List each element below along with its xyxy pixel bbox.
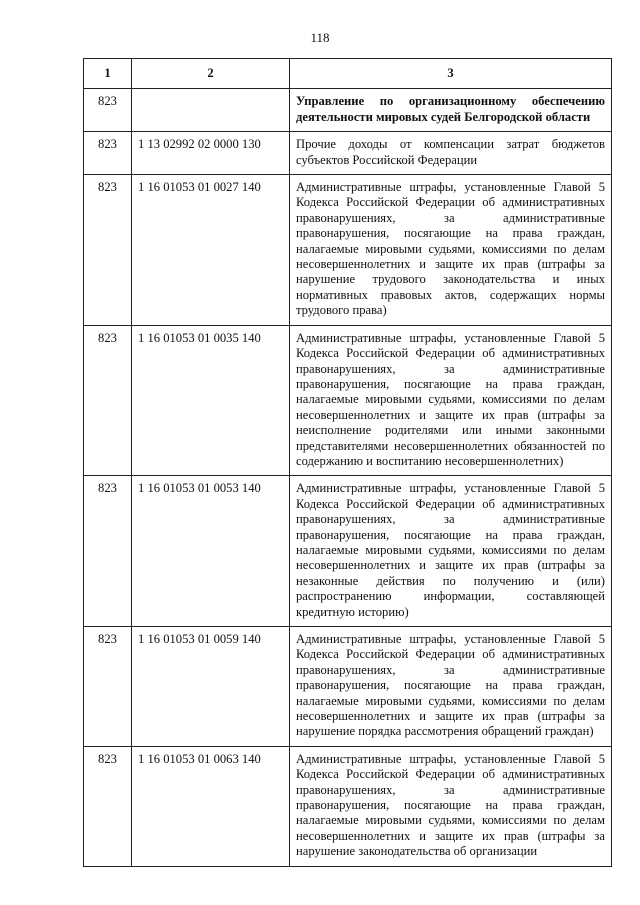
admin-code-cell: 823	[84, 627, 132, 747]
column-header-2: 2	[132, 59, 290, 89]
table-row	[84, 89, 612, 132]
admin-code-cell: 823	[84, 132, 132, 175]
revenue-code-cell: 1 16 01053 01 0035 140	[132, 325, 290, 476]
revenue-code-cell: 1 16 01053 01 0027 140	[132, 175, 290, 326]
description-cell: Административные штрафы, установленные Главой 5 Кодекса Российской Федерации об административных правонарушениях, за административные правонарушения, посягающие на права граждан, налагаемые мировыми судьями, комиссиями по делам несовершеннолетних и защите их прав (штрафы за нарушение законодательства об организации	[290, 746, 612, 866]
admin-code-cell: 823	[84, 476, 132, 627]
revenue-codes-table	[83, 58, 612, 867]
column-header-1: 1	[84, 59, 132, 89]
admin-code-cell: 823	[84, 746, 132, 866]
revenue-code-cell: 1 16 01053 01 0063 140	[132, 746, 290, 866]
table-row	[84, 175, 612, 326]
description-cell: Административные штрафы, установленные Главой 5 Кодекса Российской Федерации об административных правонарушениях, за административные правонарушения, посягающие на права граждан, налагаемые мировыми судьями, комиссиями по делам несовершеннолетних и защите их прав (штрафы за неисполнение родителями или иными законными представителями несовершеннолетних обязанностей по содержанию и воспитанию несовершеннолетних)	[290, 325, 612, 476]
admin-code-cell: 823	[84, 89, 132, 132]
table-row	[84, 325, 612, 476]
revenue-code-cell: 1 16 01053 01 0053 140	[132, 476, 290, 627]
page-number: 118	[310, 30, 330, 45]
column-header-3: 3	[290, 59, 612, 89]
table-row	[84, 627, 612, 747]
table-row	[84, 132, 612, 175]
admin-code-cell: 823	[84, 325, 132, 476]
admin-code-cell: 823	[84, 175, 132, 326]
table-header-row	[84, 59, 612, 89]
description-cell: Административные штрафы, установленные Главой 5 Кодекса Российской Федерации об административных правонарушениях, за административные правонарушения, посягающие на права граждан, налагаемые мировыми судьями, комиссиями по делам несовершеннолетних и защите их прав (штрафы за нарушение трудового законодательства и иных нормативных правовых актов, содержащих нормы трудового права)	[290, 175, 612, 326]
revenue-code-cell: 1 13 02992 02 0000 130	[132, 132, 290, 175]
revenue-code-cell: 1 16 01053 01 0059 140	[132, 627, 290, 747]
description-cell: Управление по организационному обеспечению деятельности мировых судей Белгородской области	[290, 89, 612, 132]
description-cell: Прочие доходы от компенсации затрат бюджетов субъектов Российской Федерации	[290, 132, 612, 175]
description-cell: Административные штрафы, установленные Главой 5 Кодекса Российской Федерации об административных правонарушениях, за административные правонарушения, посягающие на права граждан, налагаемые мировыми судьями, комиссиями по делам несовершеннолетних и защите их прав (штрафы за незаконные действия по получению и (или) распространению информации, составляющей кредитную историю)	[290, 476, 612, 627]
revenue-code-cell	[132, 89, 290, 132]
table-row	[84, 746, 612, 866]
description-cell: Административные штрафы, установленные Главой 5 Кодекса Российской Федерации об административных правонарушениях, за административные правонарушения, посягающие на права граждан, налагаемые мировыми судьями, комиссиями по делам несовершеннолетних и защите их прав (штрафы за нарушение порядка рассмотрения обращений граждан)	[290, 627, 612, 747]
table-row	[84, 476, 612, 627]
